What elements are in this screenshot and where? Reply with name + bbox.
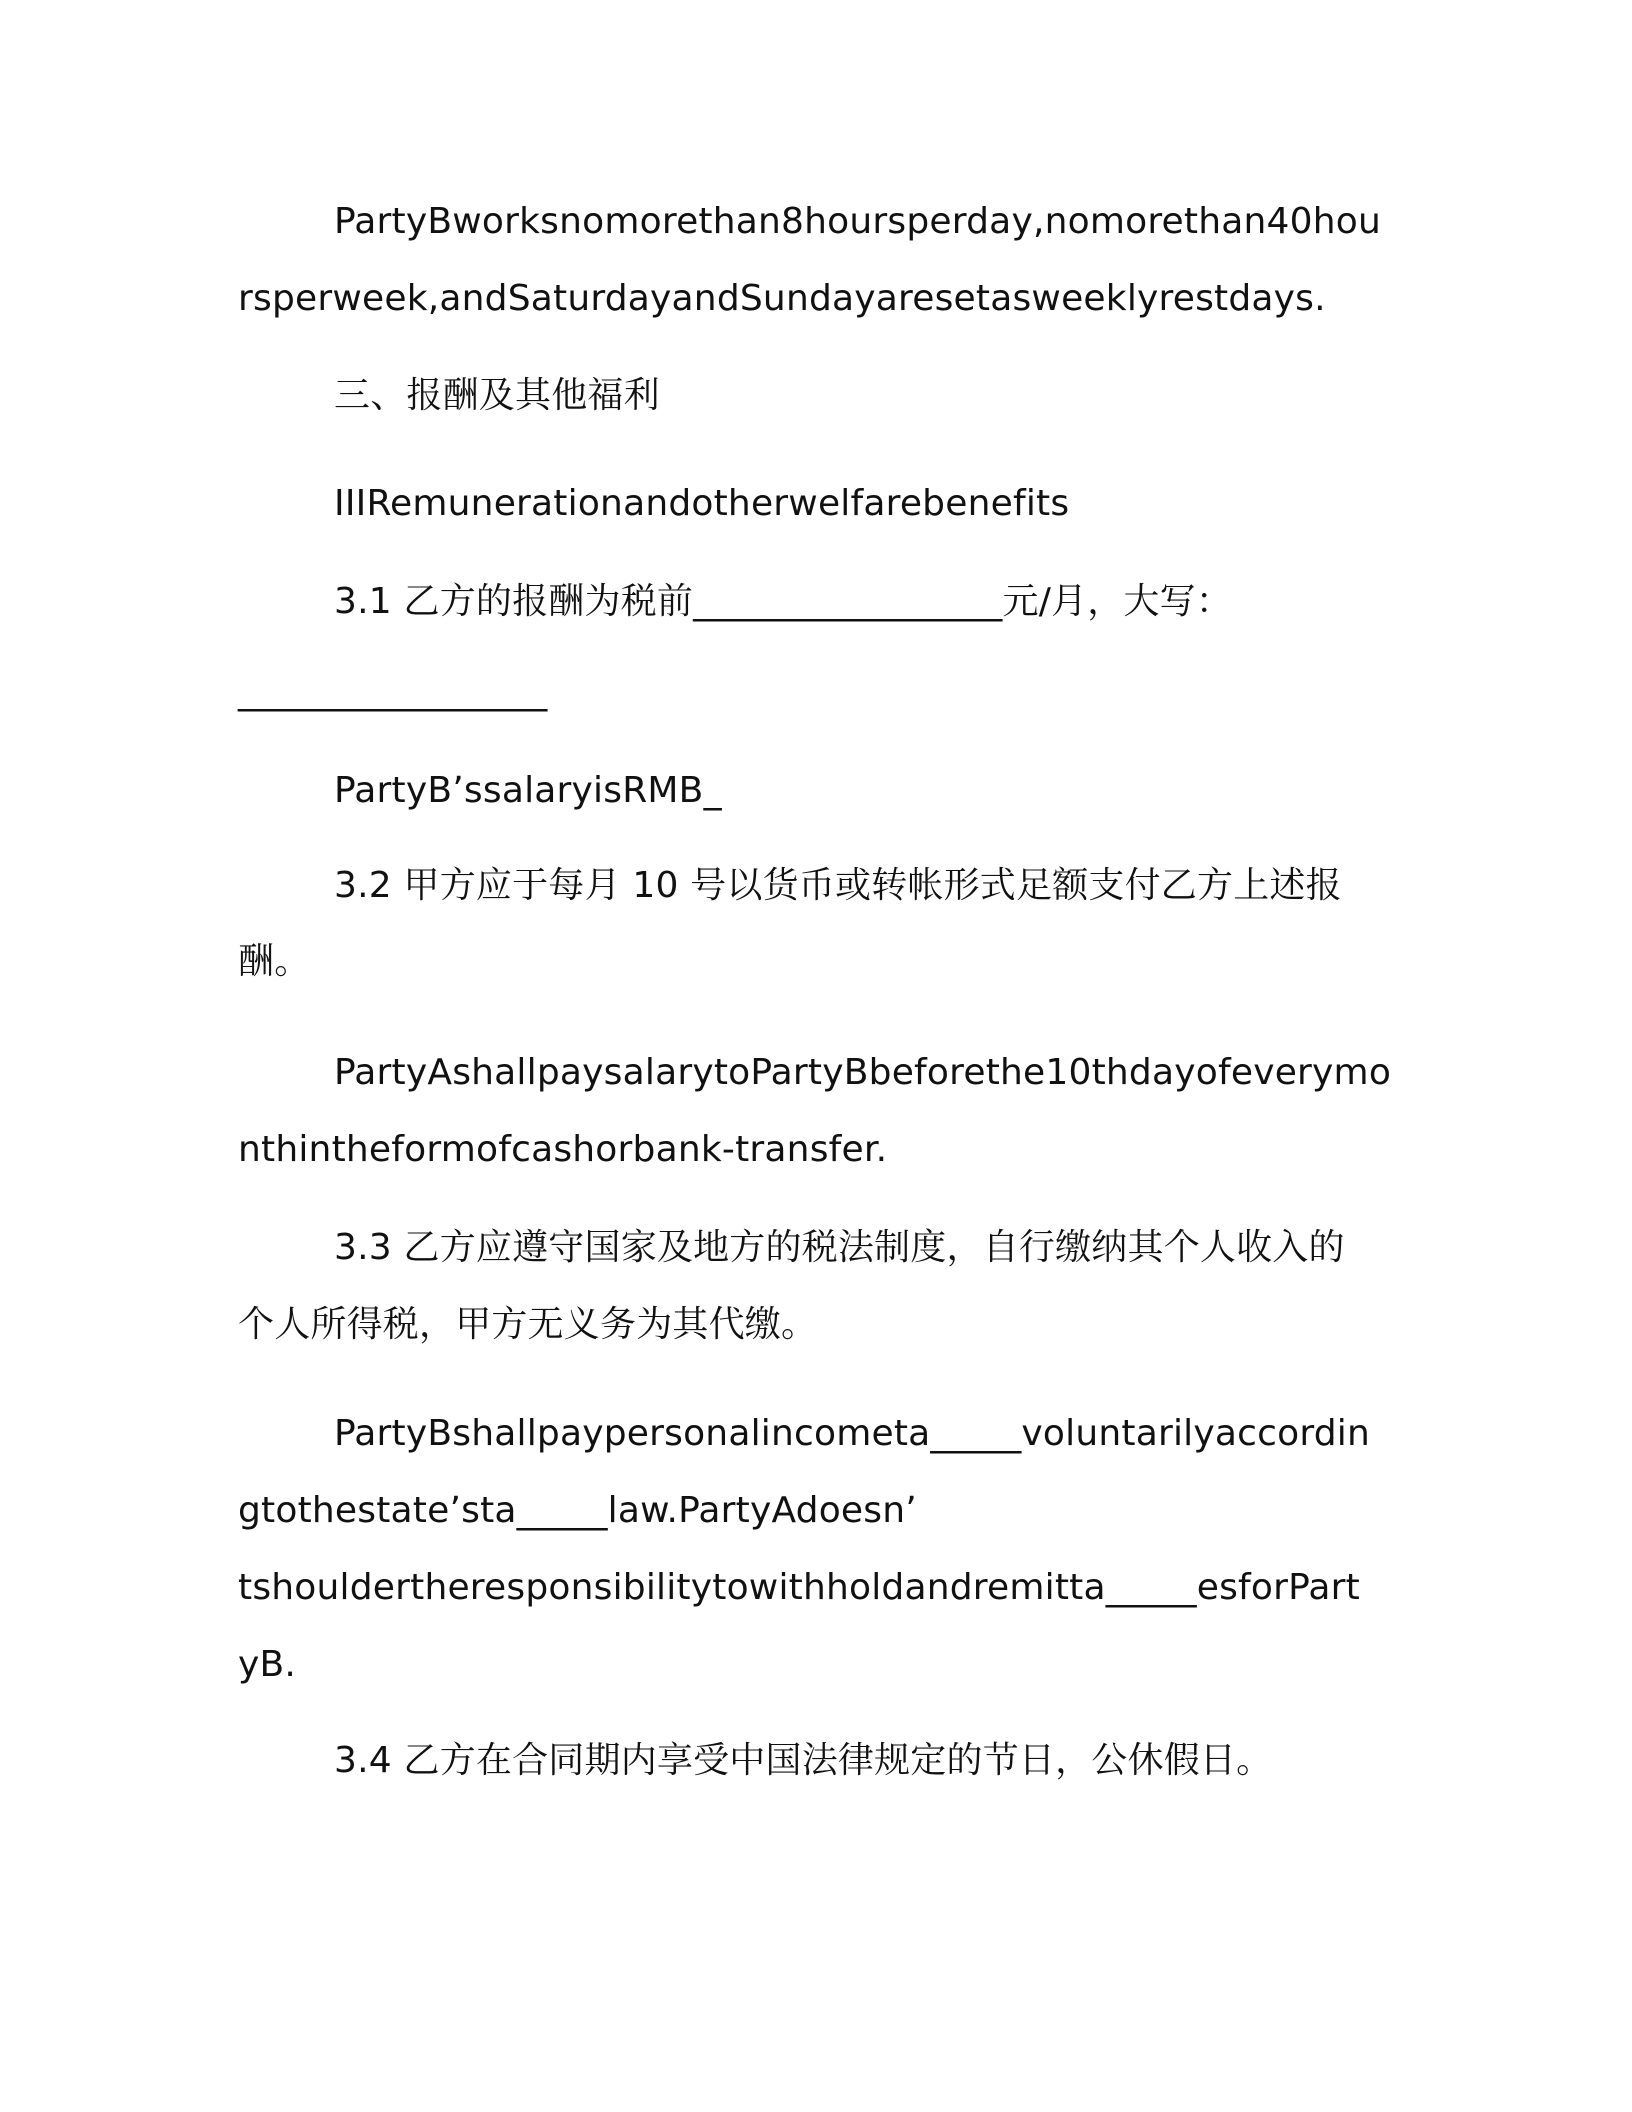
clause-3-4-chinese: 3.4 乙方在合同期内享受中国法律规定的节日，公休假日。 — [334, 1740, 1273, 1781]
clause-3-1-chinese-line-1: 3.1 乙方的报酬为税前_________________元/月，大写： — [334, 581, 1233, 622]
clause-3-3-english-line-4: yB. — [238, 1644, 297, 1685]
clause-3-3-english-line-1: PartyBshallpaypersonalincometa_____voluntarilyaccordin — [334, 1413, 1370, 1454]
work-hours-english-line-1: PartyBworksnomorethan8hoursperday,nomorethan40hou — [334, 201, 1381, 242]
section-3-heading-english: IIIRemunerationandotherwelfarebenefits — [334, 483, 1070, 524]
clause-3-2-chinese-line-2: 酬。 — [238, 941, 311, 982]
clause-3-2-chinese-line-1: 3.2 甲方应于每月 10 号以货币或转帐形式足额支付乙方上述报 — [334, 865, 1342, 906]
clause-3-2-english-line-2: nthintheformofcashorbank-transfer. — [238, 1129, 888, 1170]
clause-3-3-english-line-3: tshouldertheresponsibilitytowithholdandremitta_____esforPart — [238, 1567, 1360, 1608]
clause-3-3-chinese-line-2: 个人所得税，甲方无义务为其代缴。 — [238, 1304, 818, 1345]
clause-3-2-english-line-1: PartyAshallpaysalarytoPartyBbeforethe10thdayofeverymo — [334, 1052, 1392, 1093]
clause-3-1-chinese-line-2: _________________ — [238, 671, 548, 712]
clause-3-3-english-line-2: gtothestate’sta_____law.PartyAdoesn’ — [238, 1490, 917, 1531]
clause-3-3-chinese-line-1: 3.3 乙方应遵守国家及地方的税法制度，自行缴纳其个人收入的 — [334, 1227, 1345, 1268]
section-3-heading-chinese: 三、报酬及其他福利 — [334, 375, 660, 416]
work-hours-english-line-2: rsperweek,andSaturdayandSundayaresetasweeklyrestdays. — [238, 278, 1326, 319]
clause-3-1-english: PartyB’ssalaryisRMB_ — [334, 770, 722, 811]
